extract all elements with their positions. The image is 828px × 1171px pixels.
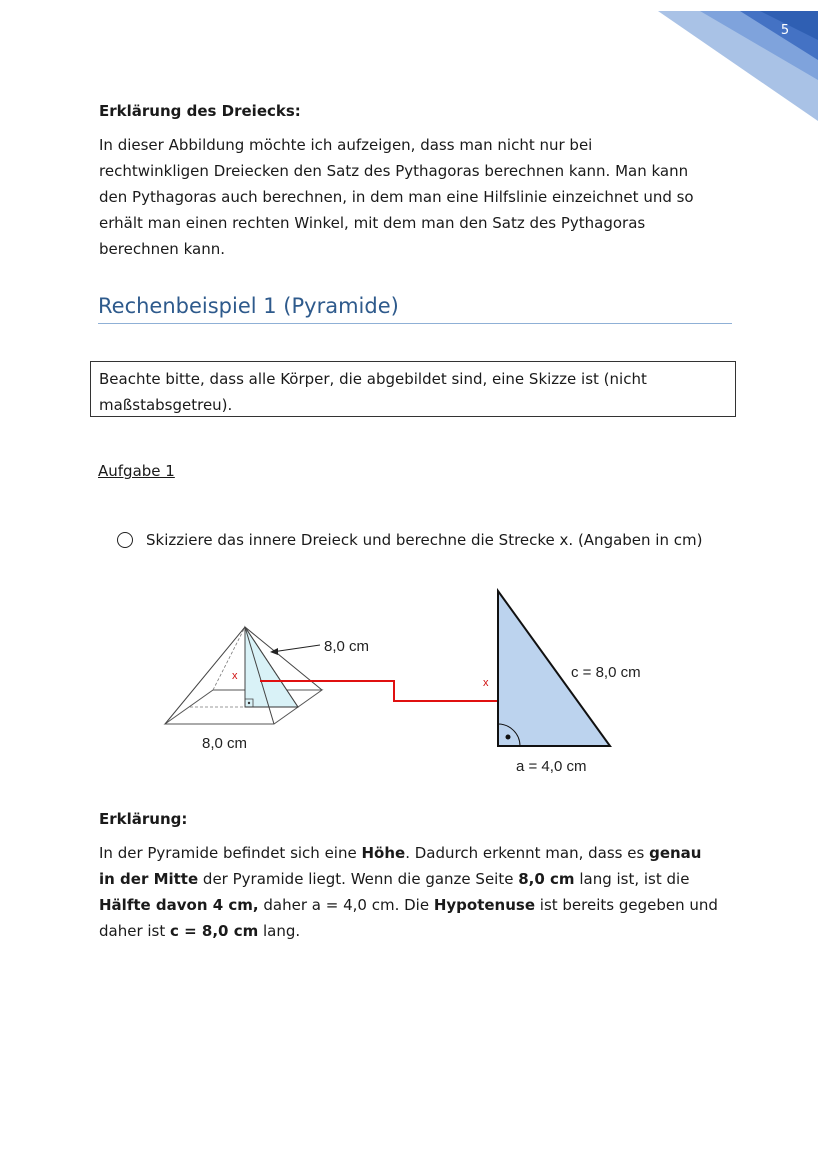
page-number: 5: [780, 23, 790, 38]
task-radio-button[interactable]: [117, 532, 133, 548]
bold-run: genau: [649, 844, 702, 862]
text-line: rechtwinkligen Dreiecken den Satz des Pythagoras berechnen kann. Man kann: [99, 162, 689, 180]
text-line: den Pythagoras auch berechnen, in dem man eine Hilfslinie einzeichnet und so: [99, 188, 694, 206]
text-run: ist bereits gegeben und: [535, 896, 718, 914]
section-title: Rechenbeispiel 1 (Pyramide): [98, 294, 732, 324]
pyramid-right-angle-dot: [248, 702, 250, 704]
pyramid-height-label: x: [232, 670, 238, 682]
text-line: [99, 892, 729, 918]
text-line: In dieser Abbildung möchte ich aufzeigen, dass man nicht nur bei: [99, 136, 593, 154]
text-line: berechnen kann.: [99, 240, 225, 258]
task-item-text: Skizziere das innere Dreieck und berechne die Strecke x. (Angaben in cm): [146, 531, 703, 549]
connection-arrow: [260, 681, 518, 701]
text-run: In der Pyramide befindet sich eine: [99, 844, 362, 862]
bold-run: Höhe: [361, 844, 406, 862]
bold-run: in der Mitte: [99, 870, 199, 888]
bold-run: 8,0 cm: [518, 870, 575, 888]
text-line: [99, 840, 729, 866]
text-run: . Dadurch erkennt man, dass es: [405, 844, 650, 862]
bold-run: Hälfte davon 4 cm,: [99, 896, 259, 914]
triangle-base-label: a = 4,0 cm: [516, 758, 587, 775]
note-line: maßstabsgetreu).: [99, 396, 233, 414]
explanation-heading: Erklärung:: [99, 810, 188, 828]
explanation-text: [99, 840, 729, 944]
text-run: lang ist, ist die: [574, 870, 690, 888]
explanation: [99, 806, 729, 944]
triangle-explanation: [99, 98, 729, 262]
triangle-explanation-text: [99, 132, 729, 262]
pyramid-base-label: 8,0 cm: [202, 735, 248, 752]
right-triangle-angle-dot: [506, 735, 511, 740]
text-run: daher a = 4,0 cm. Die: [258, 896, 434, 914]
triangle-hypotenuse-label: c = 8,0 cm: [571, 664, 641, 681]
text-run: der Pyramide liegt. Wenn die ganze Seite: [198, 870, 519, 888]
note-line: Beachte bitte, dass alle Körper, die abgebildet sind, eine Skizze ist (nicht: [99, 370, 647, 388]
triangle-explanation-heading: Erklärung des Dreiecks:: [99, 102, 301, 120]
task-item: [117, 531, 702, 549]
note-box: [90, 361, 736, 417]
text-line: erhält man einen rechten Winkel, mit dem man den Satz des Pythagoras: [99, 214, 646, 232]
pyramid-figure: [150, 585, 690, 785]
text-run: lang.: [258, 922, 301, 940]
pyramid-slant-label: 8,0 cm: [324, 638, 370, 655]
text-line: [99, 918, 729, 944]
text-run: daher ist: [99, 922, 171, 940]
task-label: Aufgabe 1: [98, 462, 175, 480]
bold-run: c = 8,0 cm: [170, 922, 259, 940]
bold-run: Hypotenuse: [433, 896, 536, 914]
triangle-height-label: x: [483, 677, 489, 689]
text-line: [99, 866, 729, 892]
slant-pointer: [272, 645, 320, 652]
pyramid-hidden-edge: [213, 627, 245, 690]
